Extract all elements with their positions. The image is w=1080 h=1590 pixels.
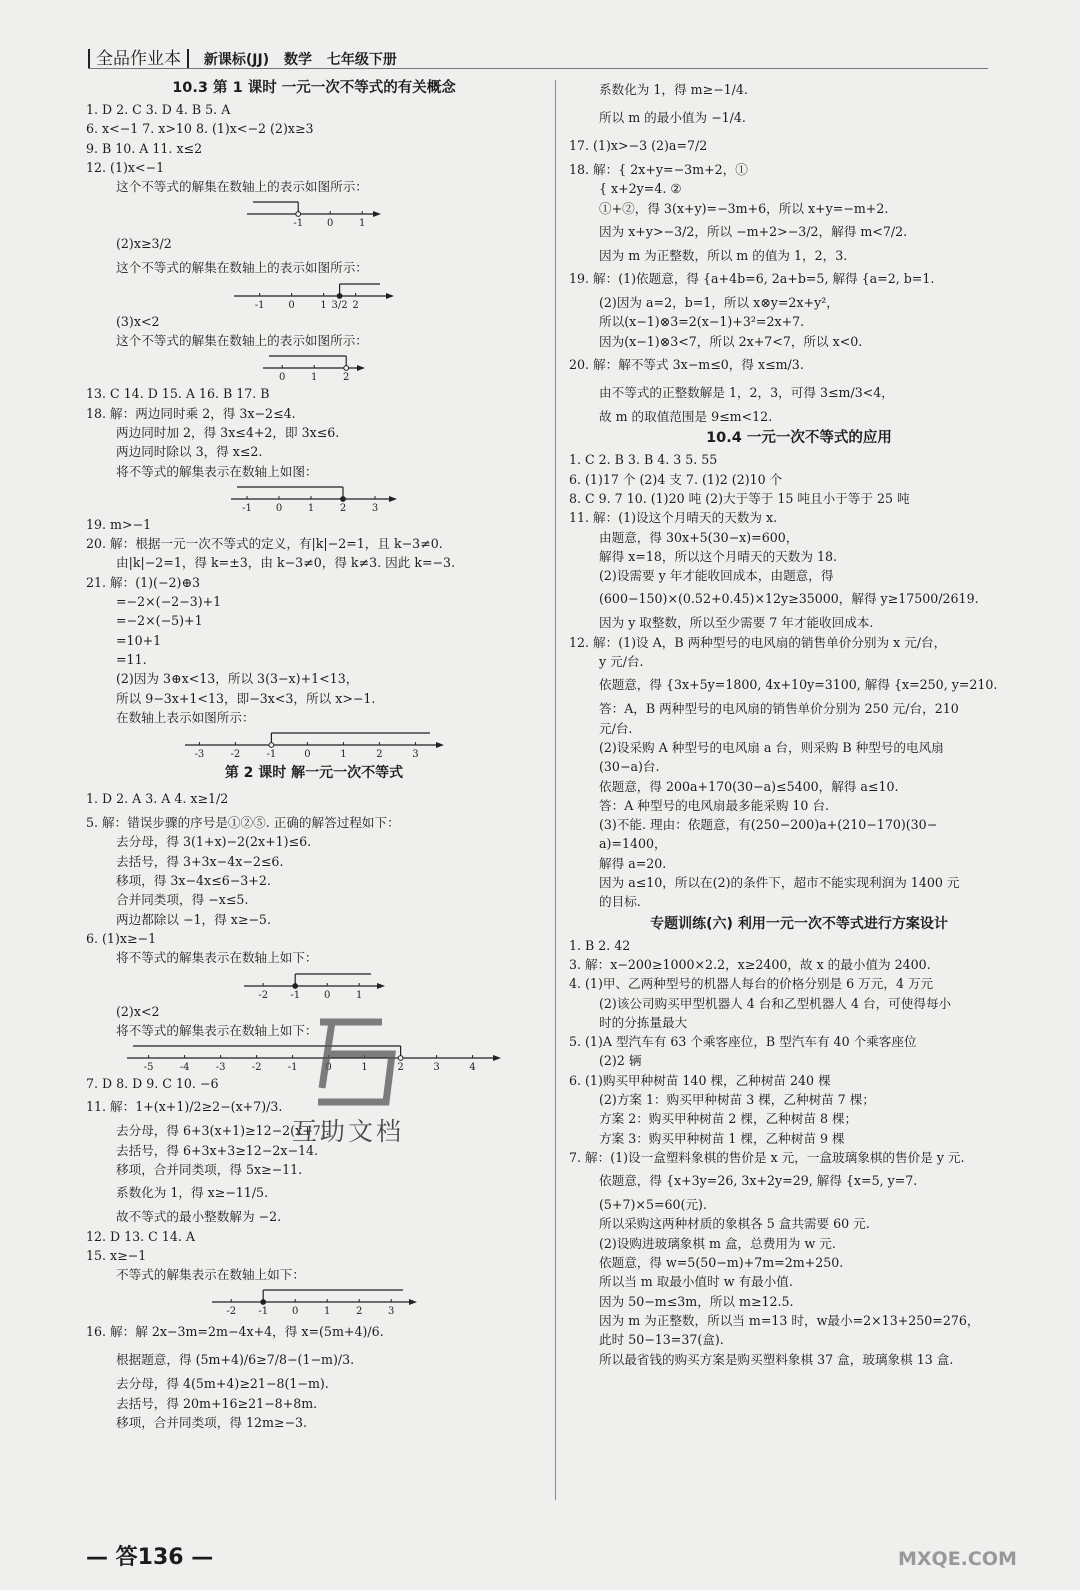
section-title: 10.3 第 1 课时 一元一次不等式的有关概念 [172,80,456,96]
axis-arrow-icon [357,365,365,371]
answer-line: 两边同时除以 3，得 x≤2. [116,444,263,460]
answer-line: 6. (1)购买甲种树苗 140 棵，乙种树苗 240 棵 [569,1072,831,1088]
tick-label: -1 [254,299,265,311]
subject-label: 数学 [283,52,312,68]
answer-line: 移项，合并同类项，得 12m≥−3. [116,1415,308,1431]
answer-line: 答：A，B 两种型号的电风扇的销售单价分别为 250 元/台，210 [599,701,959,717]
tick-label: 0 [279,372,286,384]
tick-label: 0 [275,502,283,514]
axis-arrow-icon [373,211,381,217]
tick-label: -1 [266,749,277,761]
answer-line: { x+2y=4. ② [599,181,682,197]
solid-dot-icon [293,983,298,988]
answer-line: 所以最省钱的购买方案是购买塑料象棋 37 盒，玻璃象棋 13 盒. [599,1351,954,1367]
answer-line: 1. D 2. C 3. D 4. B 5. A [86,102,231,117]
doc-watermark: 互助文档 [292,1117,405,1146]
answer-line: 去分母，得 3(1+x)−2(2x+1)≤6. [116,834,312,850]
axis-arrow-icon [493,1055,501,1061]
answer-line: 依题意，得 {3x+5y=1800, 4x+10y=3100, 解得 {x=250, y=210. [599,677,998,693]
answer-line: 故不等式的最小整数解为 −2. [116,1209,282,1225]
header-rule [88,68,988,69]
tick-label: 2 [339,502,347,514]
answer-line: 5. 解：错误步骤的序号是①②⑤. 正确的解答过程如下： [86,815,400,831]
left-column [86,76,542,1432]
answer-line: 系数化为 1，得 m≥−1/4. [599,82,748,97]
answer-line: 去分母，得 4(5m+4)≥21−8(1−m). [116,1376,329,1392]
answer-line: 所以采购这两种材质的象棋各 5 盒共需要 60 元. [599,1216,870,1232]
tick-label: 3 [412,749,419,761]
axis-arrow-icon [389,496,397,502]
answer-line: 的目标. [599,894,641,910]
answer-line: 因为 y 取整数，所以至少需要 7 年才能收回成本. [599,615,874,631]
tick-label: -1 [287,1062,298,1074]
section-title: 10.4 一元一次不等式的应用 [706,430,892,447]
answer-line: 5. (1)A 型汽车有 63 个乘客座位，B 型汽车有 40 个乘客座位 [569,1034,917,1050]
answer-line: 故 m 的取值范围是 9≤m<12. [599,409,773,425]
answer-line: 依题意，得 w=5(50−m)+7m=2m+250. [599,1255,844,1271]
answer-line: 这个不等式的解集在数轴上的表示如图所示： [116,260,368,276]
answer-line: 所以 9−3x+1<13，即−3x<3，所以 x>−1. [116,690,376,706]
answer-line: (3)x<2 [116,313,160,329]
answer-line: 18. 解：{ 2x+y=−3m+2，① [569,162,748,177]
answer-line: 方案 3：购买甲种树苗 1 棵，乙种树苗 9 棵 [599,1130,845,1146]
answer-line: a)=1400， [599,836,667,852]
answer-line: 7. 解：(1)设一盒塑料象棋的售价是 x 元，一盒玻璃象棋的售价是 y 元. [569,1149,965,1165]
tick-label: 2 [356,1306,363,1318]
answer-line: 方案 2：购买甲种树苗 2 棵，乙种树苗 8 棵； [599,1111,858,1127]
tick-label: -1 [293,218,304,230]
tick-label: 1 [311,372,318,384]
answer-line: (3)不能. 理由：依题意，有(250−200)a+(210−170)(30− [599,817,938,833]
number-line-e [86,727,542,761]
answer-line: 将不等式的解集表示在数轴上如下： [116,950,318,966]
answer-line: 因为 m 为正整数，所以 m 的值为 1，2，3. [599,247,848,263]
answer-line: 由题意，得 30x+5(30−x)=600， [599,529,799,545]
number-line-f [86,968,542,1002]
answer-line: 1. B 2. 42 [569,937,631,953]
answer-line: 13. C 14. D 15. A 16. B 17. B [86,386,270,402]
answer-line: (2)x≥3/2 [116,236,172,252]
answer-line: 11. 解：(1)设这个月晴天的天数为 x. [569,510,778,526]
answer-line: 移项，得 3x−4x≤6−3+2. [116,873,271,889]
answer-line: 由|k|−2=1，得 k=±3，由 k−3≠0，得 k≠3. 因此 k=−3. [116,555,456,571]
answer-line: 1. C 2. B 3. B 4. 3 5. 55 [569,452,718,468]
answer-line: 时的分拣量最大 [599,1014,688,1030]
tick-label: -5 [143,1062,154,1074]
page-header [88,44,407,69]
answer-line: 去括号，得 6+3x+3≥12−2x−14. [116,1142,319,1158]
answer-line: 11. 解：1+(x+1)/2≥2−(x+7)/3. [86,1099,283,1115]
answer-line: 17. (1)x>−3 (2)a=7/2 [569,138,708,153]
tick-label: 0 [325,1062,332,1074]
number-line-h [86,1284,542,1318]
answer-line: =−2×(−5)+1 [116,613,203,629]
answer-line: 15. x≥−1 [86,1247,147,1263]
answer-line: 所以(x−1)⊗3=2(x−1)+3²=2x+7. [599,314,805,330]
column-divider [555,80,556,1500]
section-title: 专题训练(六) 利用一元一次不等式进行方案设计 [650,915,948,932]
site-watermark: MXQE.COM [898,1548,1017,1570]
answer-line: 元/台. [599,720,633,736]
axis-arrow-icon [386,293,394,299]
answer-line: =11. [116,651,147,667]
answer-line: (5+7)×5=60(元). [599,1197,707,1213]
tick-label: 0 [324,989,331,1001]
answer-line: 去括号，得 20m+16≥21−8+8m. [116,1395,318,1411]
tick-label: 1 [320,299,327,311]
answer-line: 21. 解：(1)(−2)⊕3 [86,574,201,590]
number-line-svg [234,278,394,312]
edition-label: 新课标(JJ) [203,52,270,68]
answer-line: 这个不等式的解集在数轴上的表示如图所示： [116,179,368,195]
answer-line: 不等式的解集表示在数轴上如下： [116,1267,305,1283]
answer-line: 解得 x=18，所以这个月晴天的天数为 18. [599,548,838,564]
answer-line: 这个不等式的解集在数轴上的表示如图所示： [116,333,368,349]
tick-label: 3 [433,1062,440,1074]
solid-dot-icon [337,293,342,298]
answer-line: 两边都除以 −1，得 x≥−5. [116,911,271,927]
number-line-svg [244,968,385,1002]
tick-label: -1 [242,502,252,514]
answer-line: 将不等式的解集表示在数轴上如图： [116,463,318,479]
axis-arrow-icon [377,983,385,989]
right-column [569,76,1029,1369]
answer-line: 9. B 10. A 11. x≤2 [86,140,203,156]
answer-line: 因为 m 为正整数，所以当 m=13 时，w最小=2×13+250=276， [599,1312,980,1328]
answer-line: 6. (1)17 个 (2)4 支 7. (1)2 (2)10 个 [569,471,783,487]
axis-arrow-icon [436,742,444,748]
tick-label: -2 [251,1062,262,1074]
number-line-svg [247,196,381,230]
answer-line: 合并同类项，得 −x≤5. [116,892,249,908]
tick-label: -3 [194,749,205,761]
tick-label: 2 [343,372,350,384]
tick-label: 3 [388,1306,395,1318]
hollow-dot-icon [296,212,301,217]
answer-line: 20. 解：根据一元一次不等式的定义，有|k|−2=1，且 k−3≠0. [86,536,443,552]
answer-line: 12. (1)x<−1 [86,159,165,175]
answer-line: (2)设采购 A 种型号的电风扇 a 台，则采购 B 种型号的电风扇 [599,739,944,755]
tick-label: -2 [258,989,269,1001]
answer-line: 将不等式的解集表示在数轴上如下： [116,1022,318,1038]
stamp-watermark [300,1010,420,1120]
answer-line: (2)2 辆 [599,1053,642,1069]
tick-label: -1 [290,989,301,1001]
brand-label: 全品作业本 [88,49,189,69]
tick-label: -3 [215,1062,226,1074]
answer-line: 6. (1)x≥−1 [86,930,157,946]
tick-label: 0 [304,749,311,761]
answer-line: 16. 解：解 2x−3m=2m−4x+4，得 x=(5m+4)/6. [86,1324,384,1340]
number-line-b [86,278,542,312]
answer-line: (30−a)台. [599,759,660,775]
answer-line: 去括号，得 3+3x−4x−2≤6. [116,853,284,869]
number-line-svg [263,350,365,384]
answer-line: 20. 解：解不等式 3x−m≤0，得 x≤m/3. [569,357,804,373]
axis-arrow-icon [409,1299,417,1305]
tick-label: 3 [371,502,379,514]
answer-line: 因为(x−1)⊗3<7，所以 2x+7<7，所以 x<0. [599,333,863,349]
solid-dot-icon [261,1300,266,1305]
tick-label: 1 [359,218,366,230]
answer-line: 所以当 m 取最小值时 w 有最小值. [599,1274,793,1290]
number-line-d [86,481,542,515]
tick-label: 2 [352,299,359,311]
answer-line: 1. D 2. A 3. A 4. x≥1/2 [86,791,229,807]
answer-line: 3. 解：x−200≥1000×2.2，x≥2400，故 x 的最小值为 2400. [569,956,931,972]
answer-line: (2)该公司购买甲型机器人 4 台和乙型机器人 4 台，可使得每小 [599,995,952,1011]
answer-line: 7. D 8. D 9. C 10. −6 [86,1076,219,1092]
hollow-dot-icon [344,366,349,371]
answer-line: 去分母，得 6+3(x+1)≥12−2(x+7). [116,1123,330,1139]
answer-line: 18. 解：两边同时乘 2，得 3x−2≤4. [86,405,296,421]
answer-line: 19. 解：(1)依题意，得 {a+4b=6, 2a+b=5, 解得 {a=2, b=1. [569,271,935,287]
answer-line: =10+1 [116,632,162,648]
answer-line: 因为 x+y>−3/2，所以 −m+2>−3/2，解得 m<7/2. [599,223,908,239]
tick-label: 2 [397,1062,404,1074]
tick-label: 0 [327,218,334,230]
tick-label: 1 [361,1062,368,1074]
answer-line: 19. m>−1 [86,516,152,532]
answer-line: (2)因为 3⊕x<13，所以 3(3−x)+1<13， [116,671,359,687]
tick-label: 0 [288,299,295,311]
tick-label: 1 [356,989,363,1001]
answer-line: 根据题意，得 (5m+4)/6≥7/8−(1−m)/3. [116,1352,355,1368]
number-line-c [86,350,542,384]
number-line-svg [212,1284,417,1318]
answer-line: (600−150)×(0.52+0.45)×12y≥35000，解得 y≥17500/2619. [599,591,979,607]
answer-line: (2)设需要 y 年才能收回成本，由题意，得 [599,568,834,584]
tick-label: 2 [376,749,383,761]
tick-label: 4 [469,1062,476,1074]
answer-line: =−2×(−2−3)+1 [116,594,222,610]
answer-line: ①+②，得 3(x+y)=−3m+6，所以 x+y=−m+2. [599,200,889,216]
answer-line: (2)x<2 [116,1003,160,1019]
hollow-dot-icon [269,743,274,748]
answer-line: 所以 m 的最小值为 −1/4. [599,110,746,125]
answer-line: 系数化为 1，得 x≥−11/5. [116,1185,269,1201]
answer-line: 依题意，得 {x+3y=26, 3x+2y=29, 解得 {x=5, y=7. [599,1173,918,1189]
answer-line: 两边同时加 2，得 3x≤4+2，即 3x≤6. [116,424,340,440]
page-number: — 答136 — [86,1545,214,1570]
answer-line: (2)方案 1：购买甲种树苗 3 棵，乙种树苗 7 棵； [599,1091,875,1107]
solid-dot-icon [341,496,346,501]
number-line-svg [231,481,397,515]
tick-label: -1 [258,1306,269,1318]
tick-label: 1 [340,749,347,761]
number-line-svg [185,727,444,761]
answer-line: 移项，合并同类项，得 5x≥−11. [116,1161,303,1177]
tick-label: 0 [292,1306,299,1318]
tick-label: 1 [307,502,315,514]
tick-label: 1 [324,1306,331,1318]
answer-line: 因为 a≤10，所以在(2)的条件下，超市不能实现利润为 1400 元 [599,875,960,891]
number-line-a [86,196,542,230]
answer-line: 12. 解：(1)设 A，B 两种型号的电风扇的销售单价分别为 x 元/台， [569,634,947,650]
answer-line: (2)因为 a=2，b=1，所以 x⊗y=2x+y²， [599,295,839,311]
tick-label: -2 [230,749,241,761]
grade-label: 七年级下册 [326,52,397,68]
answer-line: 12. D 13. C 14. A [86,1228,195,1244]
answer-line: 6. x<−1 7. x>10 8. (1)x<−2 (2)x≥3 [86,121,314,137]
answer-line: 4. (1)甲、乙两种型号的机器人每台的价格分别是 6 万元，4 万元 [569,976,934,992]
answer-line: 8. C 9. 7 10. (1)20 吨 (2)大于等于 15 吨且小于等于 25 吨 [569,490,910,506]
answer-line: 因为 50−m≤3m，所以 m≥12.5. [599,1293,794,1309]
answer-line: 依题意，得 200a+170(30−a)≤5400，解得 a≤10. [599,778,899,794]
tick-label: -4 [179,1062,190,1074]
answer-line: (2)设购进玻璃象棋 m 盒，总费用为 w 元. [599,1235,836,1251]
answer-line: y 元/台. [599,654,644,670]
answer-line: 由不等式的正整数解是 1，2，3，可得 3≤m/3<4， [599,385,894,401]
tick-label: -2 [226,1306,237,1318]
tick-label: 3/2 [331,299,348,311]
section-title: 第 2 课时 解一元一次不等式 [224,765,404,782]
answer-line: 此时 50−13=37(盒). [599,1332,724,1348]
answer-line: 解得 a=20. [599,855,667,871]
answer-line: 在数轴上表示如图所示： [116,709,255,725]
answer-line: 答：A 种型号的电风扇最多能采购 10 台. [599,797,830,813]
